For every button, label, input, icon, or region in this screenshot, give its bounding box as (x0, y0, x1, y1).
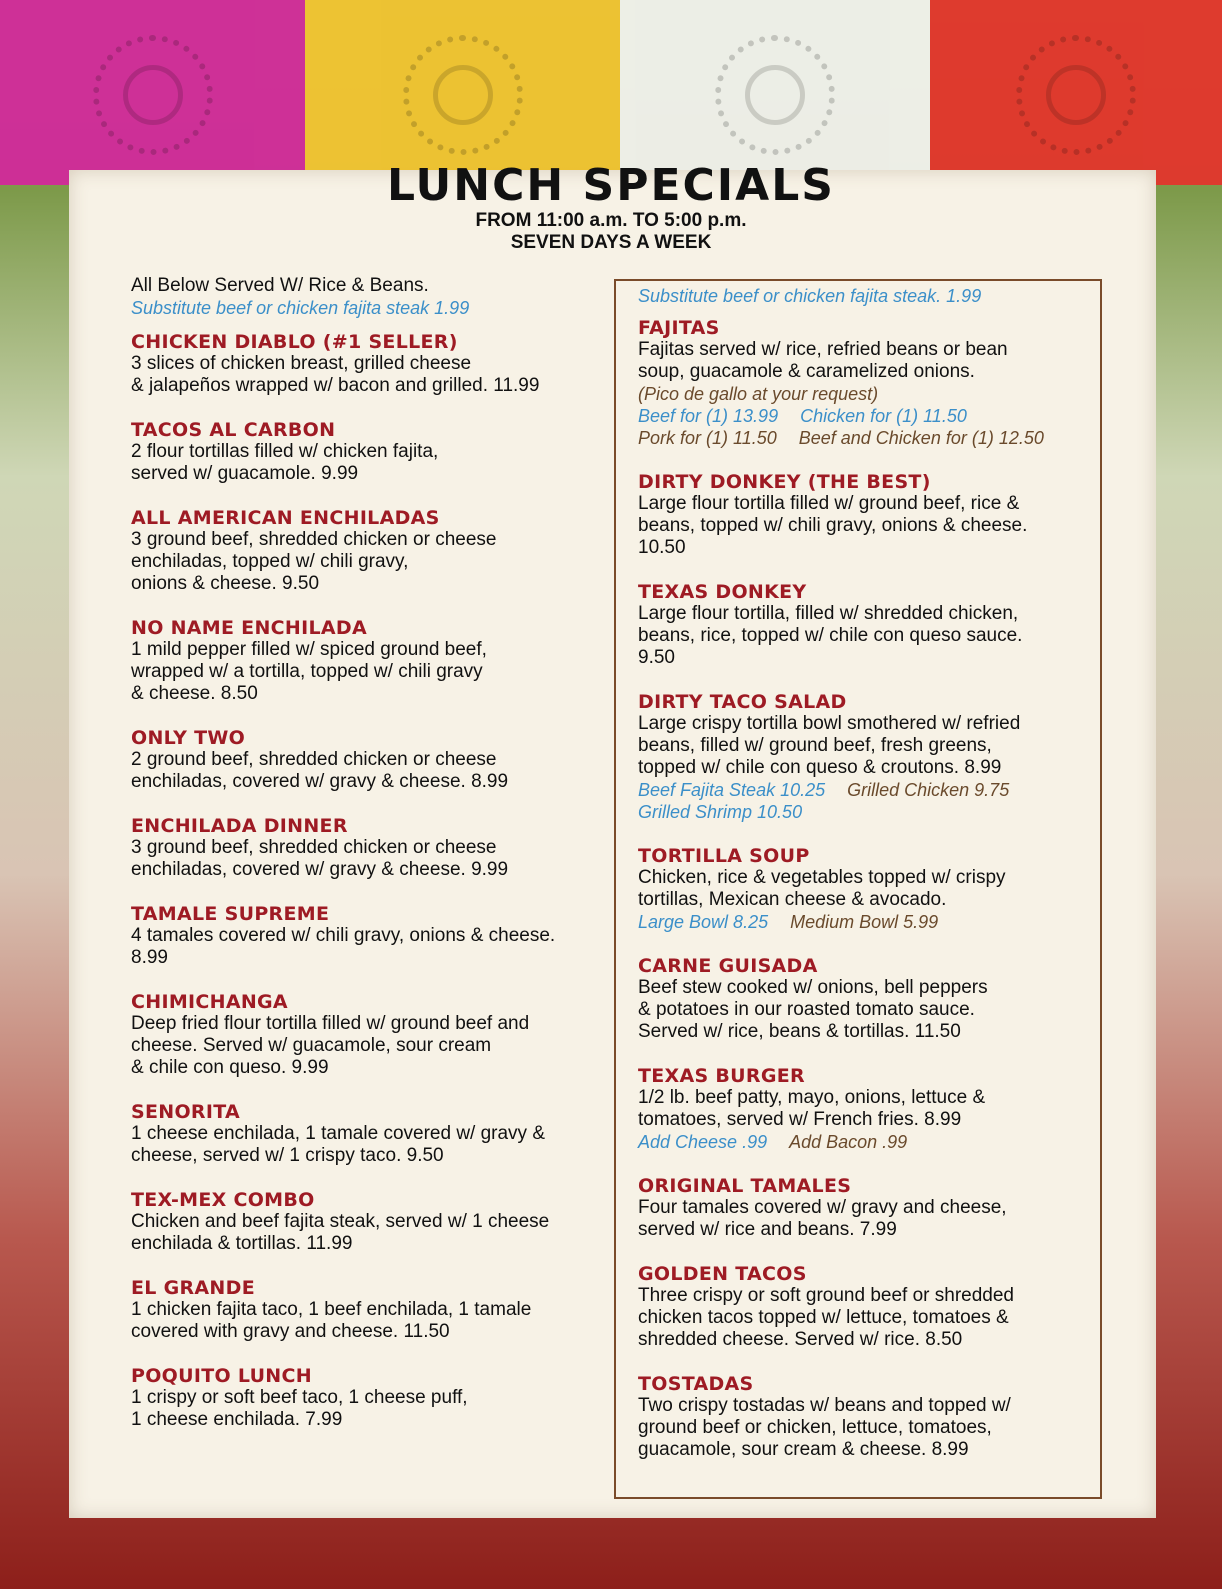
item-description: 1 crispy or soft beef taco, 1 cheese puff, 1 cheese enchilada. 7.99 (131, 1387, 468, 1430)
price-option: Beef Fajita Steak 10.25 (638, 780, 826, 800)
price-option: Grilled Shrimp 10.50 (638, 802, 803, 822)
price-options (638, 801, 1100, 823)
menu-item (131, 815, 601, 881)
menu-item (638, 955, 1100, 1043)
item-name: CARNE GUISADA (638, 955, 818, 977)
item-description: 1/2 lb. beef patty, mayo, onions, lettuce & tomatoes, served w/ French fries. 8.99 (638, 1087, 986, 1130)
item-description: Large flour tortilla filled w/ ground beef, rice & beans, topped w/ chili gravy, onions & cheese. 10.50 (638, 493, 1028, 558)
item-description: 3 ground beef, shredded chicken or cheese enchiladas, covered w/ gravy & cheese. 9.99 (131, 837, 509, 880)
item-description: 4 tamales covered w/ chili gravy, onions & cheese. 8.99 (131, 925, 556, 968)
hours-subtitle (0, 210, 1222, 254)
menu-item (638, 1373, 1100, 1461)
left-column (131, 275, 601, 1431)
item-description: 1 cheese enchilada, 1 tamale covered w/ gravy & cheese, served w/ 1 crispy taco. 9.50 (131, 1123, 546, 1166)
item-name: ONLY TWO (131, 727, 246, 749)
menu-item (131, 617, 601, 705)
price-options (638, 427, 1100, 449)
price-option: Beef for (1) 13.99 (638, 406, 779, 426)
price-option: Add Bacon .99 (789, 1132, 908, 1152)
sun-center-icon (433, 65, 493, 125)
served-with-note: All Below Served W/ Rice & Beans. (131, 275, 429, 296)
red-flag (930, 0, 1222, 185)
price-option: Large Bowl 8.25 (638, 912, 769, 932)
yellow-flag (305, 0, 620, 185)
price-option: Beef and Chicken for (1) 12.50 (798, 428, 1044, 448)
item-name: NO NAME ENCHILADA (131, 617, 367, 639)
item-name: TACOS AL CARBON (131, 419, 336, 441)
item-name: TORTILLA SOUP (638, 845, 810, 867)
pico-note: (Pico de gallo at your request) (638, 384, 879, 404)
hours-text: FROM 11:00 a.m. TO 5:00 p.m. (475, 210, 747, 231)
price-options (638, 911, 1100, 933)
item-description: Large flour tortilla, filled w/ shredded chicken, beans, rice, topped w/ chile con queso sauce. 9.50 (638, 603, 1023, 668)
item-description: Fajitas served w/ rice, refried beans or bean soup, guacamole & caramelized onions. (638, 339, 1008, 382)
substitute-note: Substitute beef or chicken fajita steak 1.99 (131, 298, 470, 318)
item-name: ALL AMERICAN ENCHILADAS (131, 507, 440, 529)
menu-item (131, 331, 601, 397)
sun-center-icon (123, 65, 183, 125)
menu-item (131, 419, 601, 485)
item-name: DIRTY DONKEY (THE BEST) (638, 471, 931, 493)
item-name: GOLDEN TACOS (638, 1263, 807, 1285)
item-name: FAJITAS (638, 317, 720, 339)
menu-item (131, 507, 601, 595)
item-description: Chicken, rice & vegetables topped w/ crispy tortillas, Mexican cheese & avocado. (638, 867, 1006, 910)
pink-flag (0, 0, 305, 185)
item-name: CHICKEN DIABLO (#1 SELLER) (131, 331, 458, 353)
menu-item (638, 1263, 1100, 1351)
item-name: TAMALE SUPREME (131, 903, 330, 925)
item-description: 2 ground beef, shredded chicken or cheese enchiladas, covered w/ gravy & cheese. 8.99 (131, 749, 509, 792)
days-text: SEVEN DAYS A WEEK (510, 232, 712, 253)
item-description: 2 flour tortillas filled w/ chicken fajita, served w/ guacamole. 9.99 (131, 441, 439, 484)
item-name: POQUITO LUNCH (131, 1365, 312, 1387)
price-option: Medium Bowl 5.99 (790, 912, 939, 932)
item-name: SENORITA (131, 1101, 241, 1123)
menu-item (131, 1189, 601, 1255)
sun-center-icon (1046, 65, 1106, 125)
menu-item (638, 845, 1100, 933)
price-option: Grilled Chicken 9.75 (847, 780, 1010, 800)
item-description: Chicken and beef fajita steak, served w/ 1 cheese enchilada & tortillas. 11.99 (131, 1211, 550, 1254)
page-title: LUNCH SPECIALS (387, 160, 835, 211)
item-description: 1 mild pepper filled w/ spiced ground beef, wrapped w/ a tortilla, topped w/ chili gravy & cheese. 8.50 (131, 639, 487, 704)
menu-item (131, 903, 601, 969)
menu-item (638, 691, 1100, 823)
item-description: 3 slices of chicken breast, grilled cheese & jalapeños wrapped w/ bacon and grilled. 11.99 (131, 353, 540, 396)
item-name: EL GRANDE (131, 1277, 255, 1299)
sun-center-icon (745, 65, 805, 125)
item-description: 1 chicken fajita taco, 1 beef enchilada, 1 tamale covered with gravy and cheese. 11.50 (131, 1299, 532, 1342)
price-options (638, 779, 1100, 801)
substitute-note: Substitute beef or chicken fajita steak. 1.99 (638, 286, 982, 306)
right-column-box (614, 279, 1102, 1499)
price-option: Pork for (1) 11.50 (638, 428, 777, 448)
item-name: ENCHILADA DINNER (131, 815, 348, 837)
item-name: ORIGINAL TAMALES (638, 1175, 852, 1197)
price-options (638, 1131, 1100, 1153)
item-description: Large crispy tortilla bowl smothered w/ refried beans, filled w/ ground beef, fresh greens, topped w/ chile con queso & croutons. 8.99 (638, 713, 1021, 778)
price-option: Add Cheese .99 (638, 1132, 768, 1152)
menu-item (131, 1101, 601, 1167)
item-name: TEXAS DONKEY (638, 581, 807, 603)
menu-item-fajitas (638, 317, 1100, 449)
item-description: Deep fried flour tortilla filled w/ ground beef and cheese. Served w/ guacamole, sour cream & chile con queso. 9.99 (131, 1013, 530, 1078)
item-name: TEX-MEX COMBO (131, 1189, 315, 1211)
price-option: Chicken for (1) 11.50 (800, 406, 967, 426)
menu-item (131, 1277, 601, 1343)
item-name: CHIMICHANGA (131, 991, 288, 1013)
item-description: Three crispy or soft ground beef or shredded chicken tacos topped w/ lettuce, tomatoes & shredded cheese. Served w/ rice. 8.50 (638, 1285, 1014, 1350)
menu-item (638, 581, 1100, 669)
white-flag (620, 0, 930, 185)
menu-item (638, 1065, 1100, 1153)
menu-item (131, 1365, 601, 1431)
item-name: DIRTY TACO SALAD (638, 691, 847, 713)
item-description: 3 ground beef, shredded chicken or cheese enchiladas, topped w/ chili gravy, onions & cheese. 9.50 (131, 529, 497, 594)
item-description: Four tamales covered w/ gravy and cheese, served w/ rice and beans. 7.99 (638, 1197, 1007, 1240)
menu-item (131, 727, 601, 793)
item-name: TOSTADAS (638, 1373, 754, 1395)
menu-item (638, 471, 1100, 559)
price-options (638, 405, 1100, 427)
item-description: Two crispy tostadas w/ beans and topped w/ ground beef or chicken, lettuce, tomatoes, guacamole, sour cream & cheese. 8.99 (638, 1395, 1011, 1460)
item-description: Beef stew cooked w/ onions, bell peppers & potatoes in our roasted tomato sauce. Served w/ rice, beans & tortillas. 11.50 (638, 977, 988, 1042)
menu-item (638, 1175, 1100, 1241)
menu-item (131, 991, 601, 1079)
item-name: TEXAS BURGER (638, 1065, 805, 1087)
